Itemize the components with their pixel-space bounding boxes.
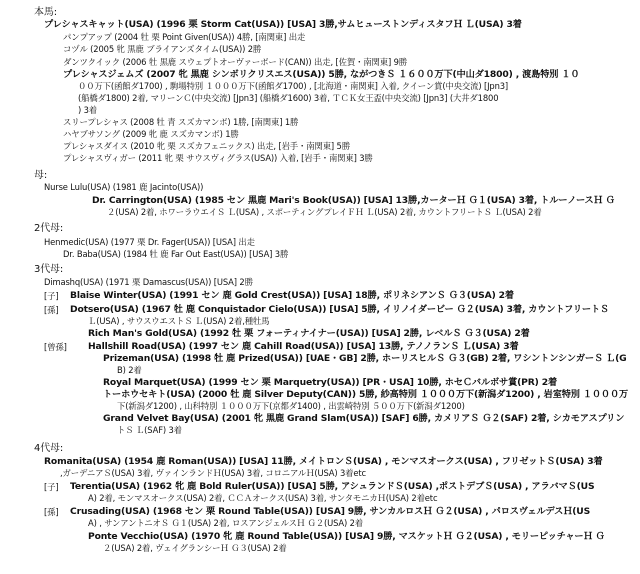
section-heading-sire: 本馬: — [34, 7, 57, 18]
entry-line: コヅル (2005 牝 黒鹿 ブライアンズタイム(USA)) 2勝 — [63, 44, 262, 54]
entry-line: プレシャスキャット(USA) (1996 栗 Storm Cat(USA)) [USA] 3勝,サムヒューストンディスタフＨ Ｌ(USA) 3着 — [44, 19, 522, 30]
section-heading-3rd-dam: 3代母: — [34, 264, 64, 275]
generation-marker: [孫] — [44, 507, 59, 517]
entry-line: Henmedic(USA) (1977 栗 Dr. Fager(USA)) [USA] 出走 — [44, 237, 255, 247]
entry-line: ２(USA) 2着, ホワーラウエイＳ Ｌ(USA) , スポーティングプレイＦＨ Ｌ(USA) 2着, カウントフリートＳ Ｌ(USA) 2着 — [107, 207, 542, 217]
entry-line: Dimashq(USA) (1971 栗 Damascus(USA)) [USA] 2勝 — [44, 277, 253, 287]
section-heading-dam: 母: — [34, 170, 48, 181]
entry-line: パンプアップ (2004 牡 栗 Point Given(USA)) 4勝, [南関東] 出走 — [63, 32, 306, 42]
entry-line: Romanita(USA) (1954 鹿 Roman(USA)) [USA] 11勝, メイトロンＳ(USA) , モンマスオークス(USA) , フリゼットＳ(USA) 3着 — [44, 456, 603, 467]
entry-line: Dotsero(USA) (1967 牡 鹿 Conquistador Cielo(USA)) [USA] 5勝, イリノイダービー Ｇ２(USA) 3着, カウントフリートＳ — [70, 304, 609, 315]
generation-marker: [孫] — [44, 305, 59, 315]
entry-line: Ｌ(USA) , サウスウエストＳ Ｌ(USA) 2着,種牡馬 — [88, 316, 270, 326]
entry-line: ダンツクイック (2006 牡 黒鹿 スウェプトオーヴァーボード(CAN)) 出走, [佐賀・南関東] 9勝 — [63, 57, 408, 67]
entry-line: A) , サンアントニオＳ Ｇ１(USA) 2着, ロスアンジェルスＨ Ｇ２(USA) 2着 — [88, 518, 364, 528]
entry-line: Terentia(USA) (1962 牝 鹿 Bold Ruler(USA)) [USA] 5勝, アシュランドＳ(USA) ,ポストデブＳ(USA) , アラバマＳ(US — [70, 481, 595, 492]
generation-marker: [子] — [44, 291, 59, 301]
entry-line: スリープレシャス (2008 牡 青 スズカマンボ) 1勝, [南関東] 1勝 — [63, 117, 299, 127]
entry-line: Prizeman(USA) (1998 牡 鹿 Prized(USA)) [UAE・GB] 2勝, ホーリスヒルＳ Ｇ３(GB) 2着, ワシントンシンガーＳ Ｌ(G — [103, 353, 627, 364]
section-heading-2nd-dam: 2代母: — [34, 223, 64, 234]
entry-line: ,ガーデニアＳ(USA) 3着, ヴァインランドＨ(USA) 3着, コロニアルＨ(USA) 3着etc — [60, 468, 366, 478]
entry-line: ) 3着 — [78, 105, 98, 115]
generation-marker: [子] — [44, 482, 59, 492]
entry-line: Dr. Baba(USA) (1984 牡 鹿 Far Out East(USA)) [USA] 3勝 — [63, 249, 289, 259]
entry-line: ２(USA) 2着, ヴェイグランシーＨ Ｇ３(USA) 2着 — [103, 543, 287, 553]
entry-line: Blaise Winter(USA) (1991 セン 鹿 Gold Crest(USA)) [USA] 18勝, ポリネシアンＳ Ｇ３(USA) 2着 — [70, 290, 514, 301]
entry-line: A) 2着, モンマスオークス(USA) 2着, ＣＣＡオークス(USA) 3着, サンタモニカＨ(USA) 2着etc — [88, 493, 438, 503]
entry-line: プレシャスジェムズ (2007 牝 黒鹿 シンボリクリスエス(USA)) 5勝, ながつきＳ １６００万下(中山ダ1800) , 渡島特別 １０ — [63, 69, 580, 80]
entry-line: プレシャスダイス (2010 牝 栗 スズカフェニックス) 出走, [岩手・南関東] 5勝 — [63, 141, 350, 151]
entry-line: Crusading(USA) (1968 セン 栗 Round Table(USA)) [USA] 9勝, サンカルロスＨ Ｇ２(USA) , パロスヴェルデスＨ(US — [70, 506, 591, 517]
entry-line: Nurse Lulu(USA) (1981 鹿 Jacinto(USA)) — [44, 182, 204, 192]
entry-line: Royal Marquet(USA) (1999 セン 栗 Marquetry(USA)) [PR・USA] 10勝, ホセＣバルボサ賞(PR) 2着 — [103, 377, 558, 388]
entry-line: ００万下(函館ダ1700) , 駒場特別 １０００万下(函館ダ1700) , [北海道・南関東] 入着, クイーン賞(中央交流) [Jpn3] — [78, 81, 509, 91]
entry-line: Rich Man's Gold(USA) (1992 牡 栗 フォーティナイナー(USA)) [USA] 2勝, レベルＳ Ｇ３(USA) 2着 — [88, 328, 530, 339]
entry-line: Ponte Vecchio(USA) (1970 牝 鹿 Round Table(USA)) [USA] 9勝, マスケットＨ Ｇ２(USA) , モリーピッチャーＨ Ｇ — [88, 531, 605, 542]
entry-line: トＳ Ｌ(SAF) 3着 — [117, 425, 182, 435]
entry-line: Hallshill Road(USA) (1997 セン 鹿 Cahill Road(USA)) [USA] 13勝, テノノランＳ Ｌ(USA) 3着 — [88, 341, 519, 352]
entry-line: Grand Velvet Bay(USA) (2001 牝 黒鹿 Grand Slam(USA)) [SAF] 6勝, カメリアＳ Ｇ２(SAF) 2着, シカモアスプリン — [103, 413, 625, 424]
section-heading-4th-dam: 4代母: — [34, 443, 64, 454]
entry-line: ハヤブサソング (2009 牝 鹿 スズカマンボ) 1勝 — [63, 129, 239, 139]
entry-line: トーホウセキト(USA) (2000 牡 鹿 Silver Deputy(CAN)) 5勝, 紗高特別 １０００万下(新潟ダ1200) , 岩室特別 １０００万 — [103, 389, 629, 400]
entry-line: (船橋ダ1800) 2着, マリーンＣ(中央交流) [Jpn3] (船橋ダ1600) 3着, ＴＣＫ女王盃(中央交流) [Jpn3] (大井ダ1800 — [78, 93, 499, 103]
generation-marker: [曾孫] — [44, 342, 67, 352]
entry-line: 下(新潟ダ1200) , 山科特別 １０００万下(京都ダ1400) , 出雲崎特別 ５００万下(新潟ダ1200) — [117, 401, 465, 411]
entry-line: Dr. Carrington(USA) (1985 セン 黒鹿 Mari's Book(USA)) [USA] 13勝,カーターＨ Ｇ１(USA) 3着, トルーノースＨ Ｇ — [92, 195, 615, 206]
entry-line: プレシャスヴィガー (2011 牝 栗 サウスヴィグラス(USA)) 入着, [岩手・南関東] 3勝 — [63, 153, 373, 163]
entry-line: B) 2着 — [117, 365, 142, 375]
